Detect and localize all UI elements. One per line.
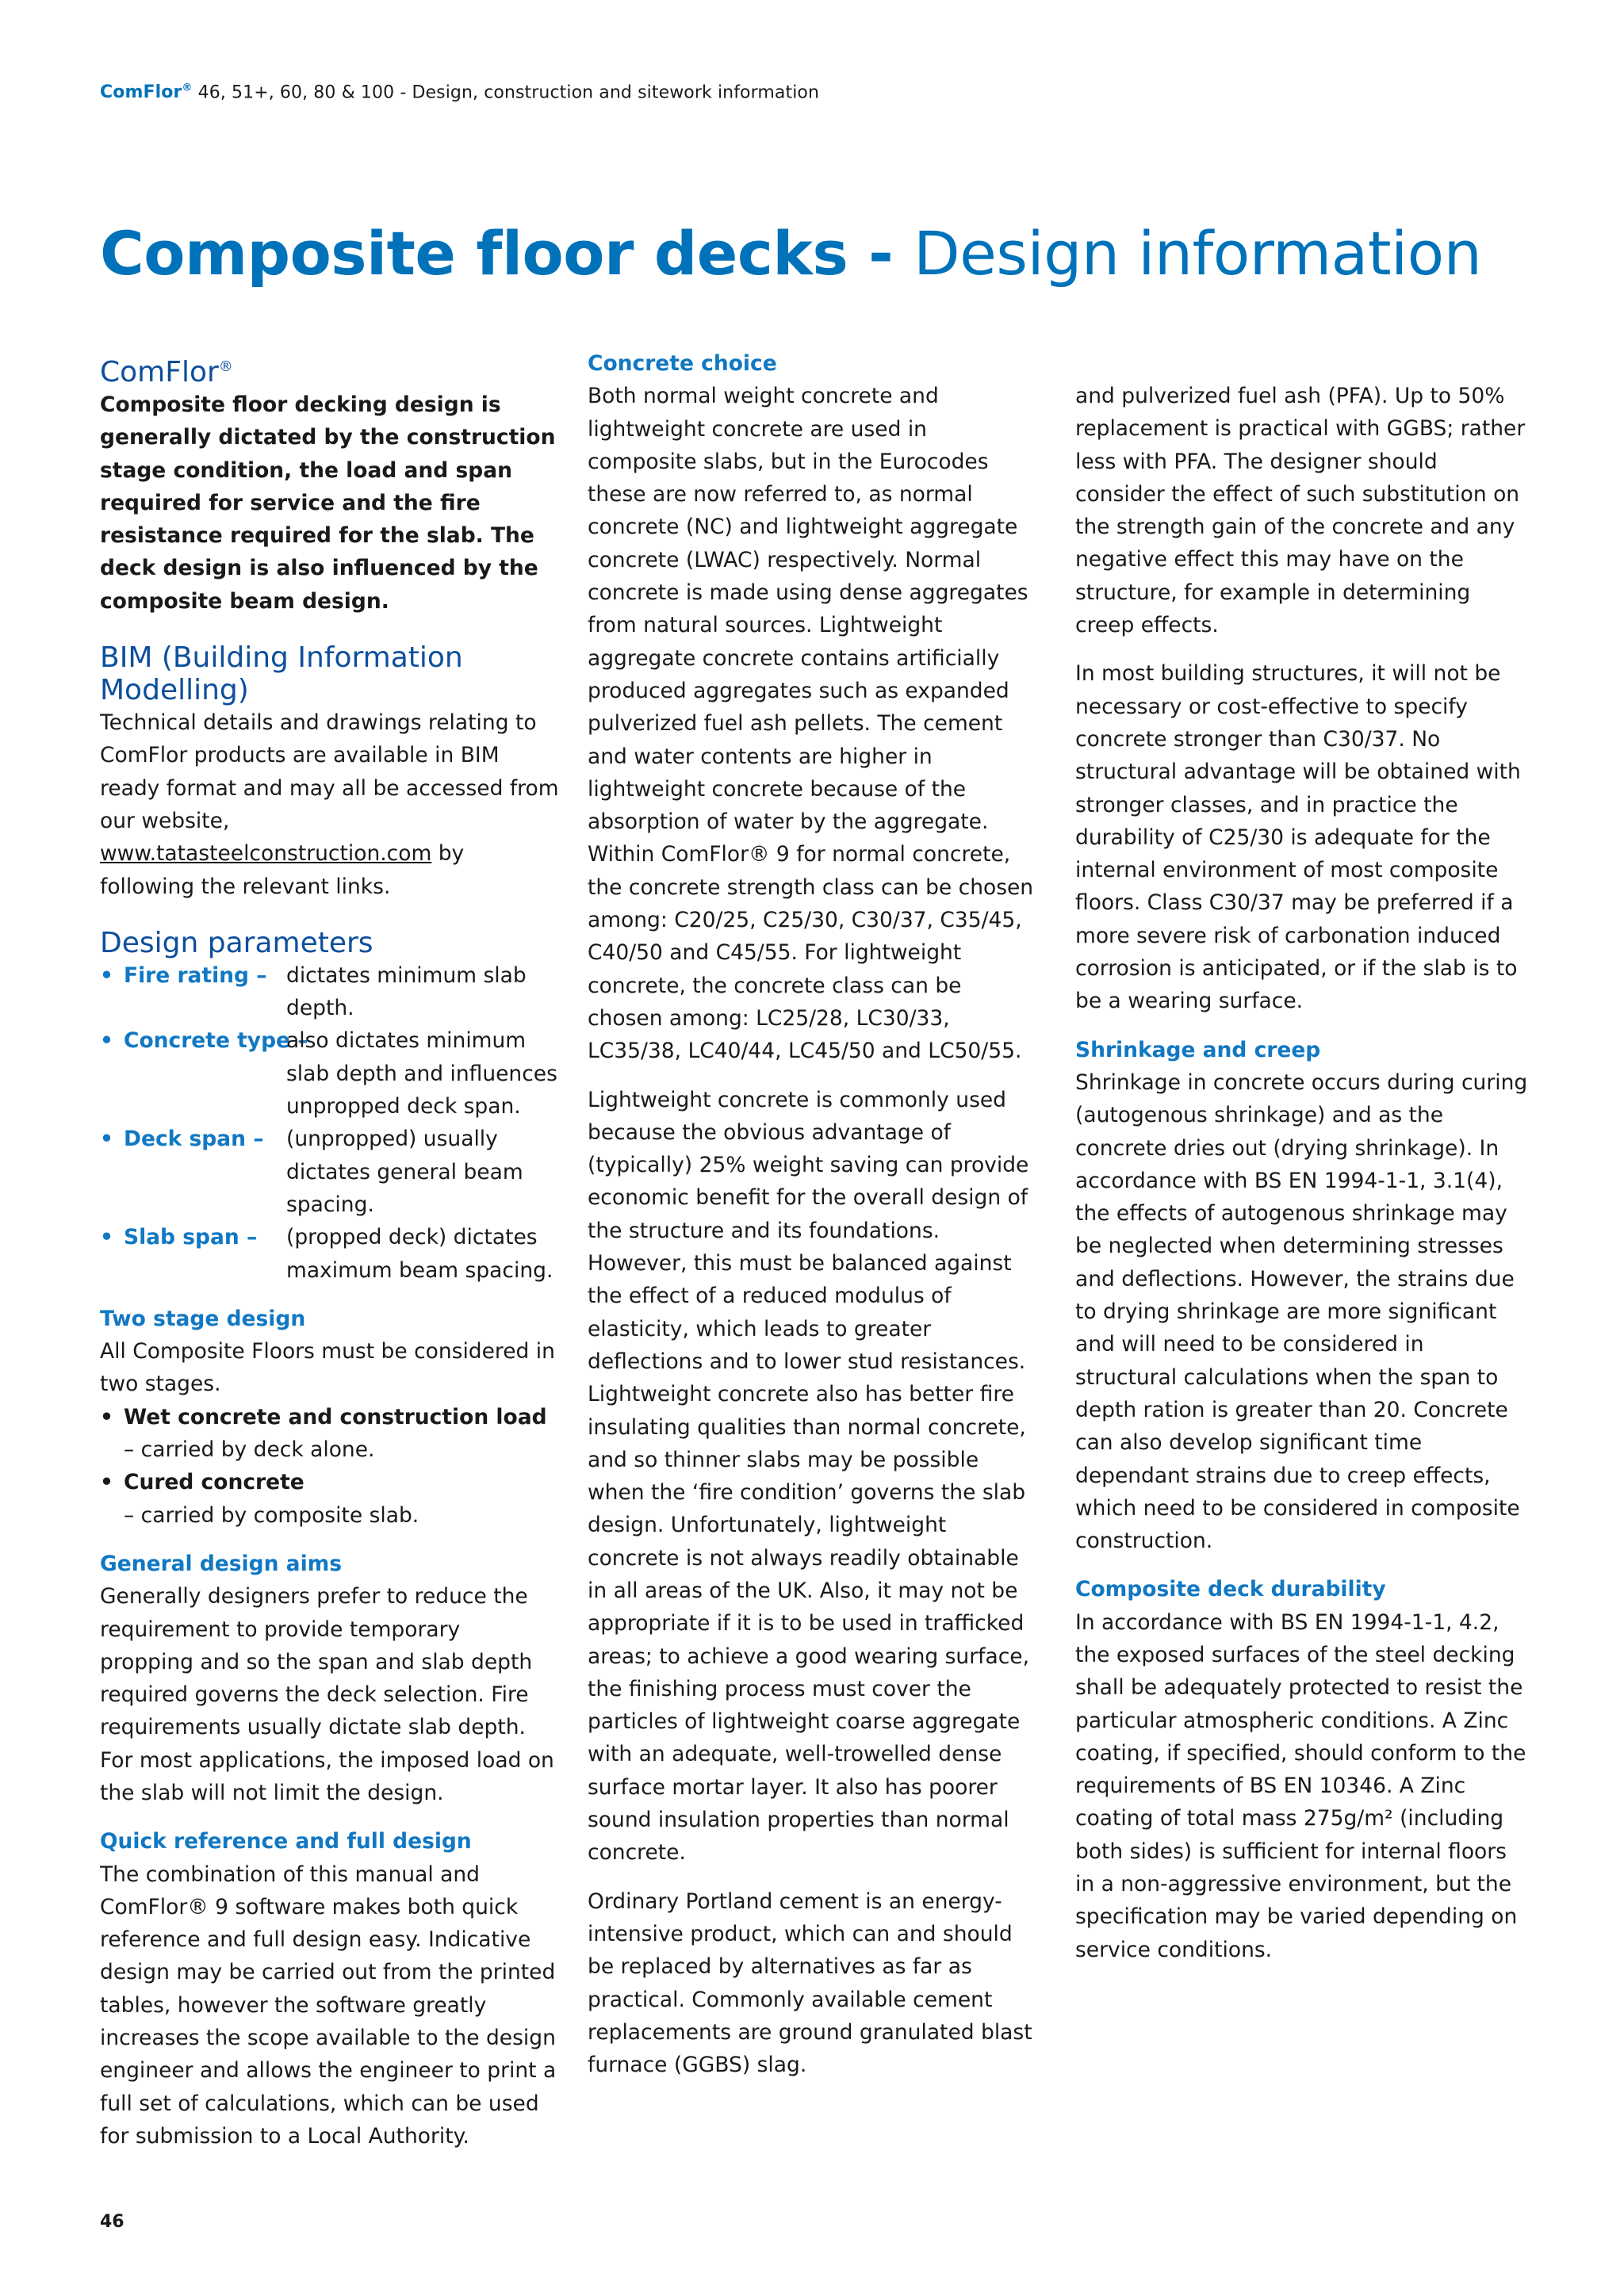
list-item [100,1466,560,1532]
parameter-term: Fire rating – [124,962,267,988]
stage-note: – carried by composite slab. [124,1502,419,1528]
two-stage-paragraph: All Composite Floors must be considered in two stages. [100,1339,555,1397]
deck-durability-heading: Composite deck durability [1075,1577,1386,1602]
page-title-bold: Composite floor decks - [100,218,914,289]
stage-name: Wet concrete and construction load [124,1404,547,1429]
list-item [100,959,560,1025]
intro-paragraph: Composite floor decking design is generally dictated by the construction stage condition, the load and span required for service and the fire resistance required for the slab. The deck design is also influenced by the composite beam design. [100,392,556,614]
website-link[interactable]: www.tatasteelconstruction.com [100,841,432,867]
parameter-term: Deck span – [124,1127,264,1152]
parameter-description: dictates minimum slab depth. [286,962,527,1021]
deck-durability-paragraph: In accordance with BS EN 1994-1-1, 4.2, the exposed surfaces of the steel decking shall be adequately protected to resist the particular atmospheric conditions. A Zinc coating, if specified, should conform to the requirements of BS EN 10346. A Zinc coating of total mass 275g/m² (including both sides) is sufficient for internal floors in a non-aggressive environment, but the specification may be varied depending on service conditions. [1075,1609,1526,1962]
list-item [100,1401,560,1467]
shrinkage-creep-heading: Shrinkage and creep [1075,1037,1321,1062]
running-header [100,82,819,102]
column-2 [588,347,1040,2081]
page-title-light: Design information [914,218,1482,289]
page-number: 46 [100,2212,124,2232]
quick-reference-paragraph: The combination of this manual and ComFlor® 9 software makes both quick reference and full design easy. Indicative design may be carried out from the printed tables, however the software greatly increases the scope available to the design engineer and allows the engineer to print a full set of calculations, which can be used for submission to a Local Authority. [100,1862,557,2149]
column-3 [1075,380,1531,1966]
shrinkage-creep-paragraph: Shrinkage in concrete occurs during curing (autogenous shrinkage) and as the concrete dries out (drying shrinkage). In accordance with BS EN 1994-1-1, 3.1(4), the effects of autogenous shrinkage may be neglected when determining stresses and deflections. However, the strains due to drying shrinkage are more significant and will need to be considered in structural calculations when the span to depth ration is greater than 20. Concrete can also develop significant time dependant strains due to creep effects, which need to be considered in composite construction. [1075,1070,1528,1554]
bullet-icon: • [100,1404,113,1429]
header-brand: ComFlor® [100,82,193,103]
bim-paragraph: Technical details and drawings relating to ComFlor products are available in BIM ready format and may all be accessed from our website, www.tatasteelconstruction.com by following the relevant links. [100,710,559,899]
bullet-icon: • [100,1470,113,1495]
list-item [100,1221,560,1287]
page-title [100,220,1481,287]
parameter-term: Slab span – [124,1225,258,1250]
parameter-description: also dictates minimum slab depth and influences unpropped deck span. [286,1028,557,1119]
cement-replacement-paragraph: and pulverized fuel ash (PFA). Up to 50% replacement is practical with GGBS; rather less with PFA. The designer should consider the effect of such substitution on the strength gain of the concrete and any negative effect this may have on the structure, for example in determining creep effects. [1075,384,1526,638]
general-design-aims-paragraph: Generally designers prefer to reduce the requirement to provide temporary propping and so the span and slab depth required governs the deck selection. Fire requirements usually dictate slab depth. For most applications, the imposed load on the slab will not limit the design. [100,1584,554,1805]
stage-name: Cured concrete [124,1470,304,1495]
design-parameters-list [100,959,560,1287]
quick-reference-heading: Quick reference and full design [100,1829,472,1854]
parameter-description: (propped deck) dictates maximum beam spacing. [286,1225,553,1283]
concrete-paragraph-1: Both normal weight concrete and lightweight concrete are used in composite slabs, but in the Eurocodes these are now referred to, as normal concrete (NC) and lightweight aggregate concrete (LWAC) respectively. Normal concrete is made using dense aggregates from natural sources. Lightweight aggregate concrete contains artificially produced aggregates such as expanded pulverized fuel ash pellets. The cement and water contents are higher in lightweight concrete because of the absorption of water by the aggregate. Within ComFlor® 9 for normal concrete, the concrete strength class can be chosen among: C20/25, C25/30, C30/37, C35/45, C40/50 and C45/55. For lightweight concrete, the concrete class can be chosen among: LC25/28, LC30/33, LC35/38, LC40/44, LC45/50 and LC50/55. [588,384,1034,1064]
concrete-paragraph-2: Lightweight concrete is commonly used because the obvious advantage of (typically) 25% weight saving can provide economic benefit for the overall design of the structure and its foundations. However, this must be balanced against the effect of a reduced modulus of elasticity, which leads to greater deflections and to lower stud resistances. Lightweight concrete also has better fire insulating qualities than normal concrete, and so thinner slabs may be possible when the ‘fire condition’ governs the slab design. Unfortunately, lightweight concrete is not always readily obtainable in all areas of the UK. Also, it may not be appropriate if it is to be used in trafficked areas; to achieve a good wearing surface, the finishing process must cover the particles of lightweight coarse aggregate with an adequate, well-trowelled dense surface mortar layer. It also has poorer sound insulation properties than normal concrete. [588,1087,1029,1866]
bullet-icon: • [100,1028,113,1054]
header-text: 46, 51+, 60, 80 & 100 - Design, construction and sitework information [192,82,820,103]
column-1 [100,347,560,2152]
concrete-strength-paragraph: In most building structures, it will not be necessary or cost-effective to specify concrete stronger than C30/37. No structural advantage will be obtained with stronger classes, and in practice the durability of C25/30 is adequate for the internal environment of most composite floors. Class C30/37 may be preferred if a more severe risk of carbonation induced corrosion is anticipated, or if the slab is to be a wearing surface. [1075,661,1521,1014]
stage-note: – carried by deck alone. [124,1437,375,1463]
stages-list [100,1401,560,1532]
list-item [100,1024,560,1123]
bim-heading: BIM (Building Information Modelling) [100,641,463,707]
concrete-paragraph-3: Ordinary Portland cement is an energy-intensive product, which can and should be replaced by alternatives as far as practical. Commonly available cement replacements are ground granulated blast furnace (GGBS) slag. [588,1888,1032,2078]
bullet-icon: • [100,962,113,988]
parameter-term: Concrete type – [124,1028,308,1054]
bullet-icon: • [100,1225,113,1250]
general-design-aims-heading: General design aims [100,1551,343,1576]
design-parameters-heading: Design parameters [100,926,373,959]
list-item [100,1123,560,1221]
parameter-description: (unpropped) usually dictates general beam spacing. [286,1127,523,1217]
concrete-choice-heading: Concrete choice [588,351,777,376]
bullet-icon: • [100,1127,113,1152]
two-stage-design-heading: Two stage design [100,1306,306,1331]
comflor-heading: ComFlor® [100,356,233,388]
